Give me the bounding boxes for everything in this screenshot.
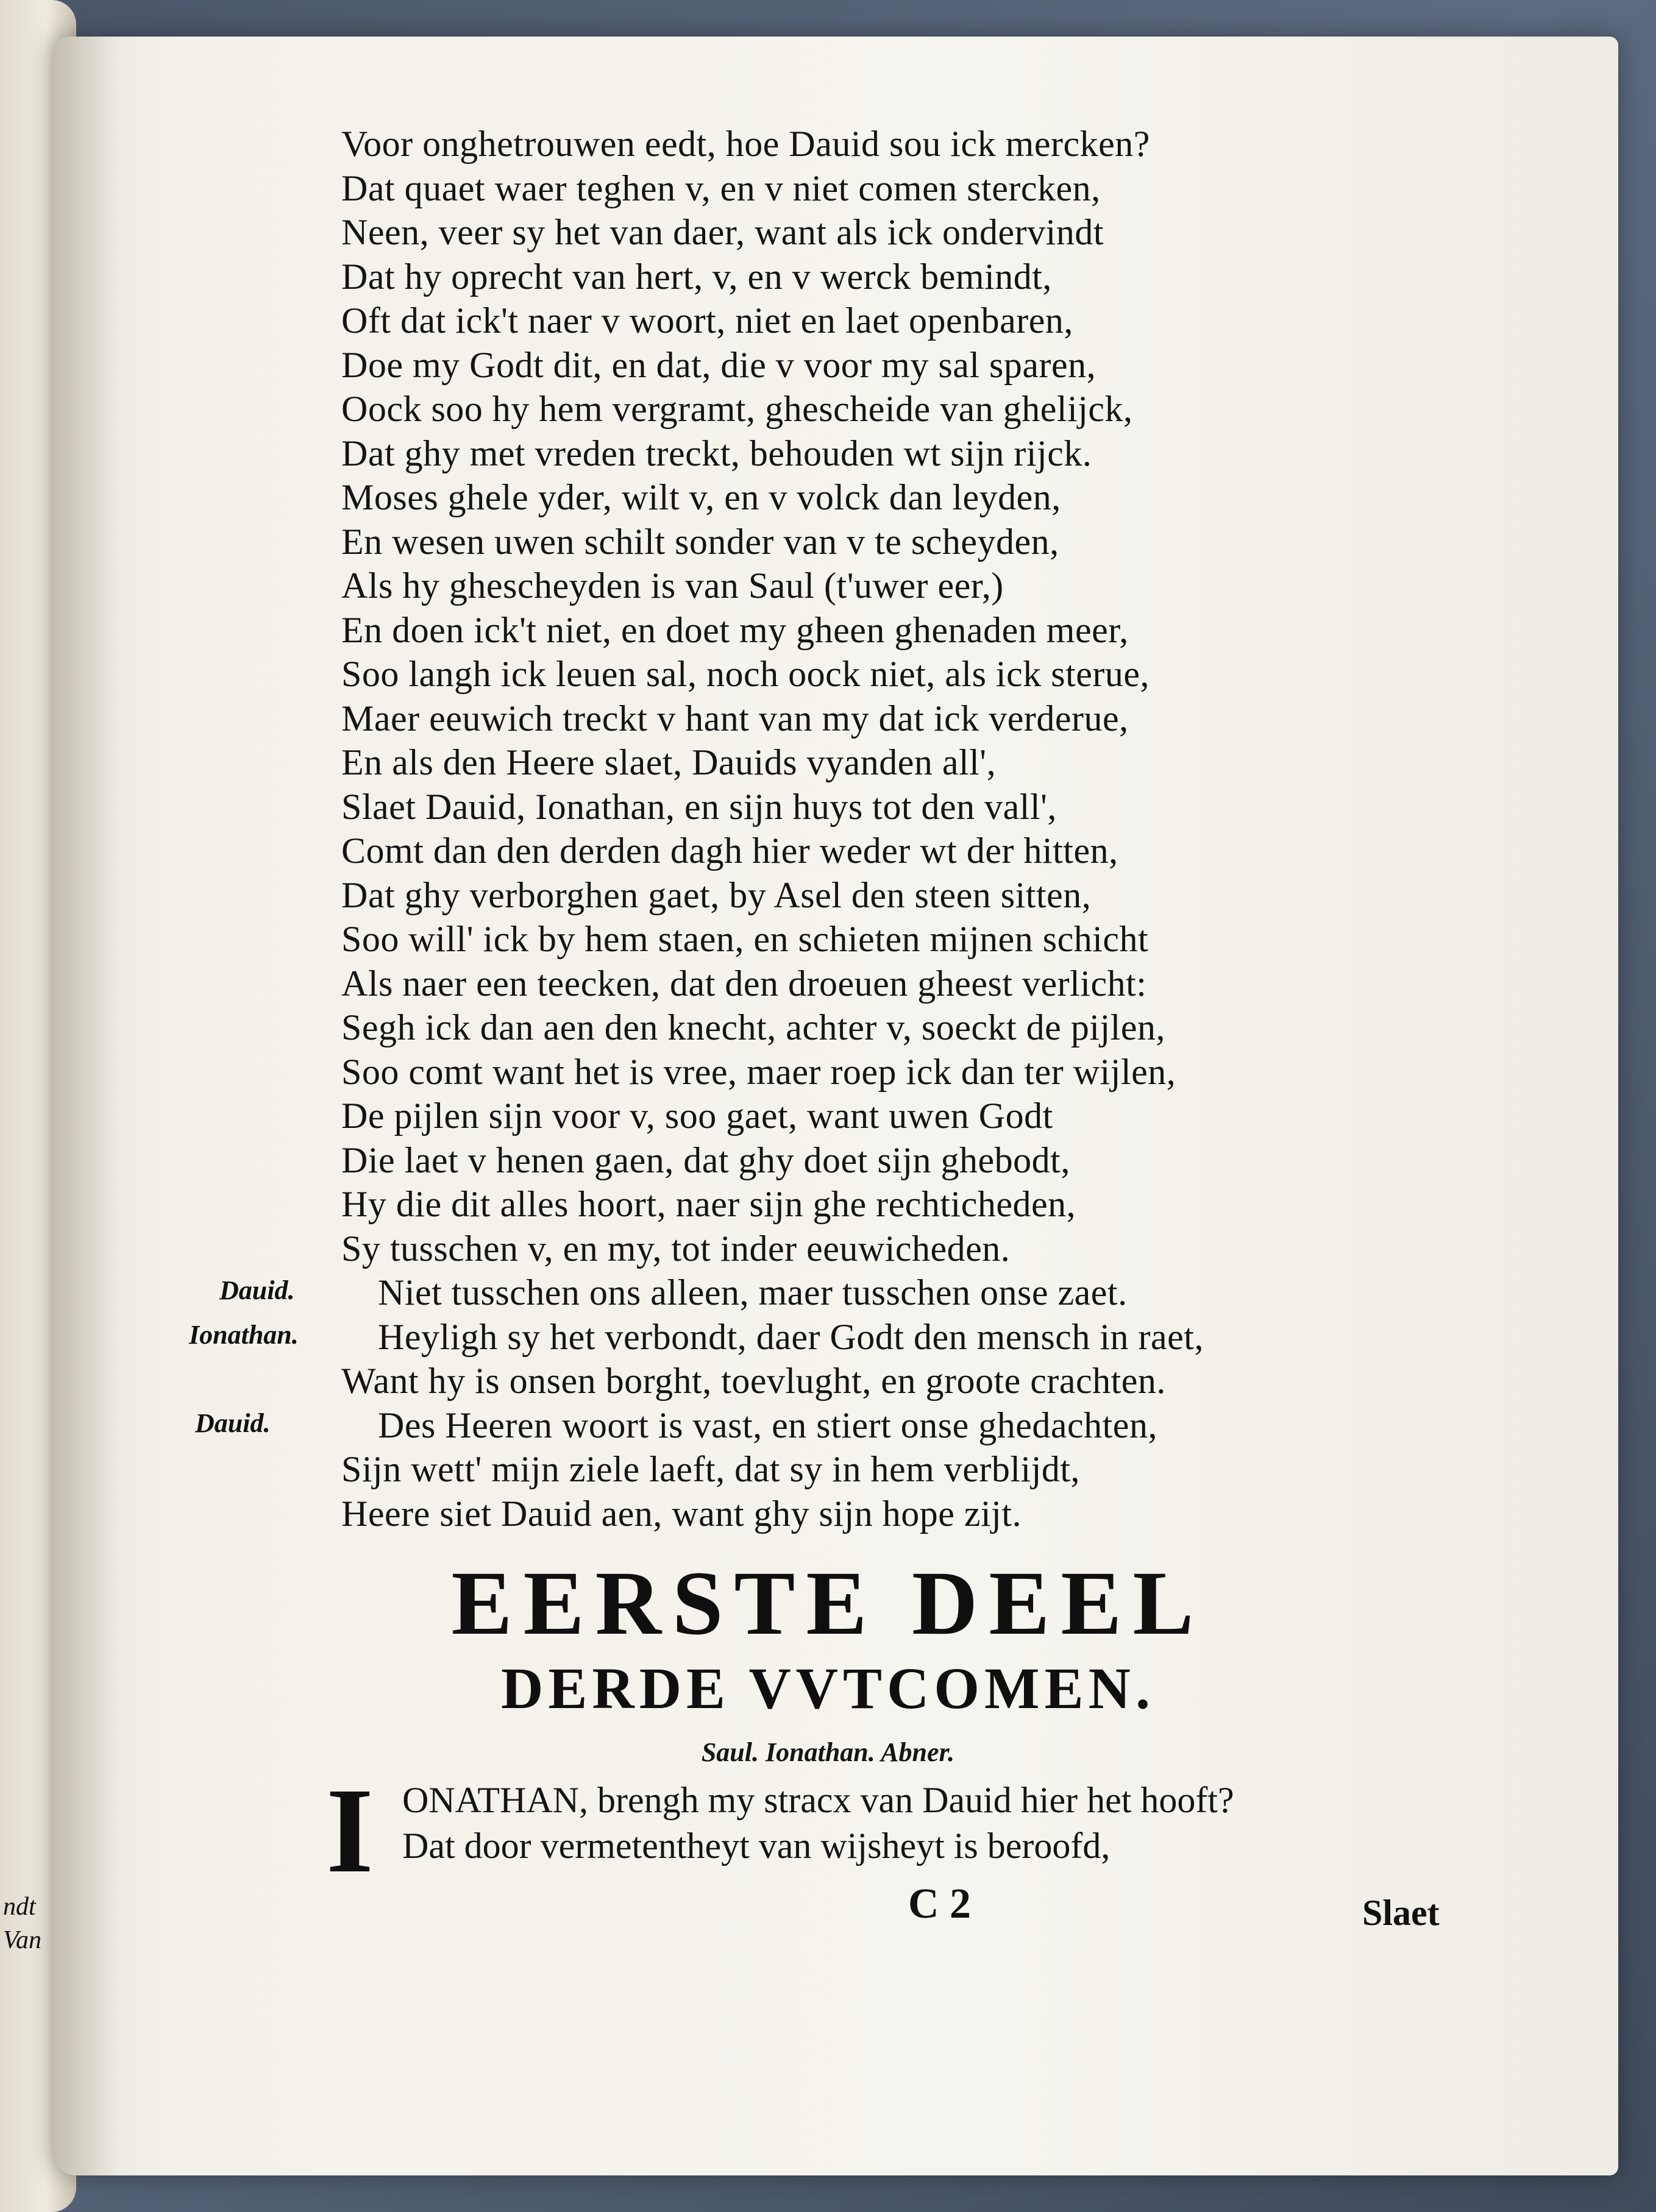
- verse-line: Comt dan den derden dagh hier weder wt der hitten,: [341, 831, 1118, 871]
- verse-line: Dat quaet waer teghen v, en v niet comen stercken,: [341, 168, 1101, 208]
- verse-line: Dat ghy met vreden treckt, behouden wt sijn rijck.: [341, 433, 1092, 473]
- verse-line: De pijlen sijn voor v, soo gaet, want uwen Godt: [341, 1096, 1053, 1136]
- verse-line: En als den Heere slaet, Dauids vyanden all',: [341, 742, 997, 782]
- verse-line: Neen, veer sy het van daer, want als ick ondervindt: [341, 212, 1104, 252]
- verse-line: Niet tusschen ons alleen, maer tusschen onse zaet.: [378, 1272, 1128, 1313]
- verse-line: Als naer een teecken, dat den droeuen gheest verlicht:: [341, 963, 1147, 1004]
- verse-block: [341, 122, 1499, 1536]
- verse-line: Voor onghetrouwen eedt, hoe Dauid sou ick mercken?: [341, 124, 1150, 164]
- verse-line: En doen ick't niet, en doet my gheen ghenaden meer,: [341, 609, 1129, 650]
- verse-line: Als hy ghescheyden is van Saul (t'uwer eer,): [341, 565, 1004, 606]
- verse-line: Oock soo hy hem vergramt, ghescheide van ghelijck,: [341, 389, 1133, 429]
- verse-line: Soo will' ick by hem staen, en schieten mijnen schicht: [341, 919, 1149, 959]
- verse-line: Des Heeren woort is vast, en stiert onse ghedachten,: [378, 1405, 1157, 1445]
- section-subtitle: DERDE VVTCOMEN.: [501, 1656, 1155, 1721]
- catchword: Slaet: [1362, 1893, 1440, 1933]
- verse-line: Maer eeuwich treckt v hant van my dat ick verderue,: [341, 698, 1129, 739]
- left-page-fragment: Van: [3, 1926, 41, 1954]
- verse-line: Heyligh sy het verbondt, daer Godt den mensch in raet,: [378, 1316, 1204, 1357]
- speaker-label: Ionathan.: [189, 1320, 299, 1350]
- verse-line: Heere siet Dauid aen, want ghy sijn hope zijt.: [341, 1493, 1022, 1534]
- speaker-label: Dauid.: [195, 1408, 271, 1438]
- signature-mark: C 2: [908, 1881, 972, 1927]
- verse-line: Sijn wett' mijn ziele laeft, dat sy in hem verblijdt,: [341, 1449, 1081, 1489]
- verse-line: Slaet Dauid, Ionathan, en sijn huys tot den vall',: [341, 786, 1057, 827]
- verse-line: Soo comt want het is vree, maer roep ick dan ter wijlen,: [341, 1051, 1176, 1092]
- body-line: Dat door vermetentheyt van wijsheyt is beroofd,: [402, 1826, 1111, 1866]
- verse-line: Doe my Godt dit, en dat, die v voor my sal sparen,: [341, 344, 1096, 385]
- verse-line: Dat hy oprecht van hert, v, en v werck bemindt,: [341, 256, 1052, 297]
- verse-line: Dat ghy verborghen gaet, by Asel den steen sitten,: [341, 874, 1092, 915]
- page-gutter-shadow: [52, 37, 119, 2175]
- verse-line: Hy die dit alles hoort, naer sijn ghe rechticheden,: [341, 1184, 1076, 1224]
- drop-capital: I: [326, 1764, 374, 1898]
- verse-line: Die laet v henen gaen, dat ghy doet sijn ghebodt,: [341, 1140, 1070, 1180]
- speaker-label: Dauid.: [219, 1275, 295, 1305]
- body-line: ONATHAN, brengh my stracx van Dauid hier het hooft?: [402, 1780, 1234, 1820]
- verse-line: En wesen uwen schilt sonder van v te scheyden,: [341, 521, 1059, 562]
- dramatis-personae: Saul. Ionathan. Abner.: [701, 1737, 955, 1767]
- verse-line: Want hy is onsen borght, toevlught, en groote crachten.: [341, 1361, 1166, 1401]
- verse-line: Segh ick dan aen den knecht, achter v, soeckt de pijlen,: [341, 1007, 1165, 1048]
- section-title: EERSTE DEEL: [451, 1553, 1205, 1654]
- verse-line: Oft dat ick't naer v woort, niet en laet openbaren,: [341, 300, 1073, 341]
- verse-line: Sy tusschen v, en my, tot inder eeuwicheden.: [341, 1228, 1011, 1269]
- verse-line: Soo langh ick leuen sal, noch oock niet, als ick sterue,: [341, 654, 1150, 694]
- verse-line: Moses ghele yder, wilt v, en v volck dan leyden,: [341, 477, 1061, 517]
- left-page-fragment: ndt: [3, 1893, 36, 1921]
